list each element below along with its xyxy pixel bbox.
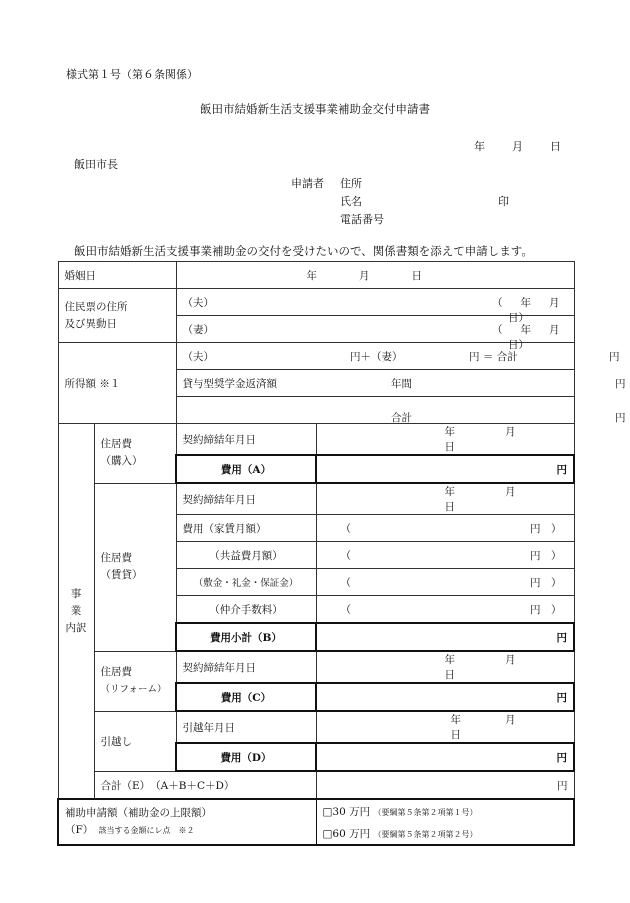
marriage-date-row	[58, 262, 574, 289]
husband-label: （夫）	[182, 350, 214, 363]
yen-unit: 円	[530, 576, 541, 589]
rent-monthly-label: 費用（家賃月額）	[176, 515, 316, 542]
close-paren: ）	[551, 603, 562, 616]
total-label: 合計	[391, 412, 412, 424]
yen-unit: 円	[530, 549, 541, 562]
rent-contract-label: 契約締結年月日	[176, 483, 316, 515]
common-fee-field[interactable]	[316, 542, 574, 569]
year-label: 年	[444, 426, 455, 438]
loan-label: 貸与型奨学金返済額	[182, 377, 277, 390]
year-label: 年	[474, 140, 485, 153]
purchase-label-line2: （購入）	[100, 455, 143, 468]
close-paren: ）	[518, 338, 529, 351]
day-label: 日	[411, 269, 422, 282]
month-label: 月	[505, 714, 516, 726]
document-title: 飯田市結婚新生活支援事業補助金交付申請書	[200, 102, 430, 116]
phone-label: 電話番号	[340, 213, 384, 226]
option-60-field[interactable]	[316, 822, 574, 845]
year-label: 年	[306, 269, 317, 282]
husband-label: （夫）	[182, 296, 214, 309]
residence-label-line1: 住民票の住所	[64, 300, 128, 313]
yen-unit: 円	[556, 463, 567, 476]
day-label: 日	[444, 501, 455, 513]
day-label: 日	[450, 729, 461, 741]
year-label: 年	[450, 714, 461, 726]
purchase-contract-label: 契約締結年月日	[176, 424, 316, 456]
yen-unit: 円	[530, 603, 541, 616]
close-paren: ）	[551, 522, 562, 535]
month-label: 月	[505, 426, 516, 438]
rent-monthly-field[interactable]	[316, 515, 574, 542]
seal-mark: 印	[498, 195, 509, 208]
income-label: 所得額 ※１	[58, 343, 176, 424]
open-paren: （	[340, 549, 351, 562]
cost-d-field[interactable]	[316, 743, 574, 771]
addressee: 飯田市長	[74, 158, 118, 171]
close-paren: ）	[518, 311, 529, 324]
subsidy-note: 該当する金額にレ点 ※２	[98, 826, 195, 835]
option-30-note: （要綱第５条第２項第１号）	[373, 807, 478, 817]
reform-row-1	[58, 651, 574, 683]
month-label: 月	[359, 269, 370, 282]
applicant-label: 申請者	[291, 177, 324, 190]
yen-unit: 円	[556, 751, 567, 764]
month-label: 月	[549, 296, 560, 309]
cost-d-label: 費用（D）	[176, 743, 316, 771]
month-label: 月	[505, 486, 516, 498]
business-breakdown-label	[58, 424, 94, 800]
form-reference: 様式第１号（第６条関係）	[66, 68, 198, 81]
subsidy-label-line2: （F）	[65, 824, 89, 836]
year-label: 年	[520, 323, 531, 336]
purchase-label-line1: 住居費	[100, 438, 132, 451]
intro-statement: 飯田市結婚新生活支援事業補助金の交付を受けたいので、関係書類を添えて申請します。	[74, 244, 533, 258]
wife-label: （妻）	[182, 323, 214, 336]
cost-a-field[interactable]	[316, 455, 574, 483]
name-label: 氏名	[340, 195, 362, 208]
wife-income-label: 円＋（妻）	[350, 350, 403, 363]
residence-husband-row	[58, 289, 574, 316]
deposit-label: （敷金・礼金・保証金）	[176, 569, 316, 596]
residence-label-line2: 及び異動日	[64, 317, 117, 330]
reform-label	[94, 651, 176, 711]
subtotal-b-label: 費用小計（B）	[176, 623, 316, 651]
marriage-date-field[interactable]	[176, 262, 574, 289]
month-label: 月	[512, 140, 523, 153]
loan-field[interactable]	[176, 370, 626, 397]
purchase-row-1	[58, 424, 574, 456]
residence-husband-field[interactable]	[176, 289, 574, 324]
rent-label-line2: （賃貸）	[100, 569, 143, 581]
yen-unit: 円	[556, 691, 567, 704]
agency-fee-field[interactable]	[316, 596, 574, 624]
option-30-field[interactable]	[316, 799, 574, 822]
agency-fee-label: （仲介手数料）	[176, 596, 316, 624]
yen-unit: 円	[556, 631, 567, 644]
yen-unit: 円	[530, 522, 541, 535]
annual-label: 年間	[391, 377, 412, 390]
reform-contract-label: 契約締結年月日	[176, 651, 316, 683]
cost-c-label: 費用（C）	[176, 683, 316, 711]
deposit-field[interactable]	[316, 569, 574, 596]
subsidy-label-line1: 補助申請額（補助金の上限額）	[65, 807, 212, 819]
reform-label-line2: （リフォーム）	[100, 684, 167, 695]
open-paren: （	[340, 576, 351, 589]
subsidy-row-1	[58, 799, 574, 822]
rent-label	[94, 483, 176, 651]
month-label: 月	[549, 323, 560, 336]
moving-date-field[interactable]	[316, 711, 574, 743]
close-paren: ）	[551, 549, 562, 562]
sum-e-row	[58, 771, 574, 799]
marriage-date-label: 婚姻日	[58, 262, 176, 289]
day-label: 日	[508, 311, 519, 324]
open-paren: （	[340, 603, 351, 616]
open-paren: （	[492, 323, 503, 336]
open-paren: （	[340, 522, 351, 535]
yen-unit: 円	[557, 779, 568, 792]
subsidy-label	[58, 799, 316, 845]
month-label: 月	[505, 654, 516, 666]
option-30-checkbox[interactable]: □30 万円	[322, 805, 371, 818]
moving-label: 引越し	[94, 711, 176, 771]
purchase-contract-date-field[interactable]	[316, 424, 574, 456]
application-date[interactable]	[474, 138, 561, 154]
moving-date-label: 引越年月日	[176, 711, 316, 743]
sum-label: 円 ＝ 合計	[469, 350, 518, 363]
rent-contract-date-field[interactable]	[316, 483, 574, 515]
open-paren: （	[492, 296, 503, 309]
residence-label	[58, 289, 176, 343]
application-table	[57, 261, 626, 846]
day-label: 日	[550, 140, 561, 153]
income-total-field[interactable]	[176, 397, 626, 424]
day-label: 日	[508, 338, 519, 351]
reform-label-line1: 住居費	[100, 666, 132, 678]
rent-label-line1: 住居費	[100, 552, 132, 564]
year-label: 年	[520, 296, 531, 309]
cost-c-field[interactable]	[316, 683, 574, 711]
sum-e-field[interactable]	[316, 771, 574, 799]
reform-contract-date-field[interactable]	[316, 651, 574, 683]
address-label: 住所	[340, 177, 362, 190]
yen-unit: 円	[615, 412, 626, 424]
cost-a-label: 費用（A）	[176, 455, 316, 483]
sum-e-label: 合計（E） （A＋B＋C＋D）	[94, 771, 316, 799]
option-60-checkbox[interactable]: □60 万円	[322, 827, 371, 840]
moving-row-1	[58, 711, 574, 743]
close-paren: ）	[551, 576, 562, 589]
yen-unit: 円	[609, 350, 620, 363]
day-label: 日	[444, 669, 455, 681]
yen-unit: 円	[615, 377, 626, 390]
purchase-label	[94, 424, 176, 484]
option-60-note: （要綱第５条第２項第２号）	[373, 829, 478, 839]
year-label: 年	[444, 654, 455, 666]
business-label-line2: 内訳	[65, 621, 87, 634]
subtotal-b-field[interactable]	[316, 623, 574, 651]
day-label: 日	[444, 441, 455, 453]
year-label: 年	[444, 486, 455, 498]
common-fee-label: （共益費月額）	[176, 542, 316, 569]
business-label-line1: 事 業	[70, 587, 82, 617]
rent-row-1	[58, 483, 574, 515]
